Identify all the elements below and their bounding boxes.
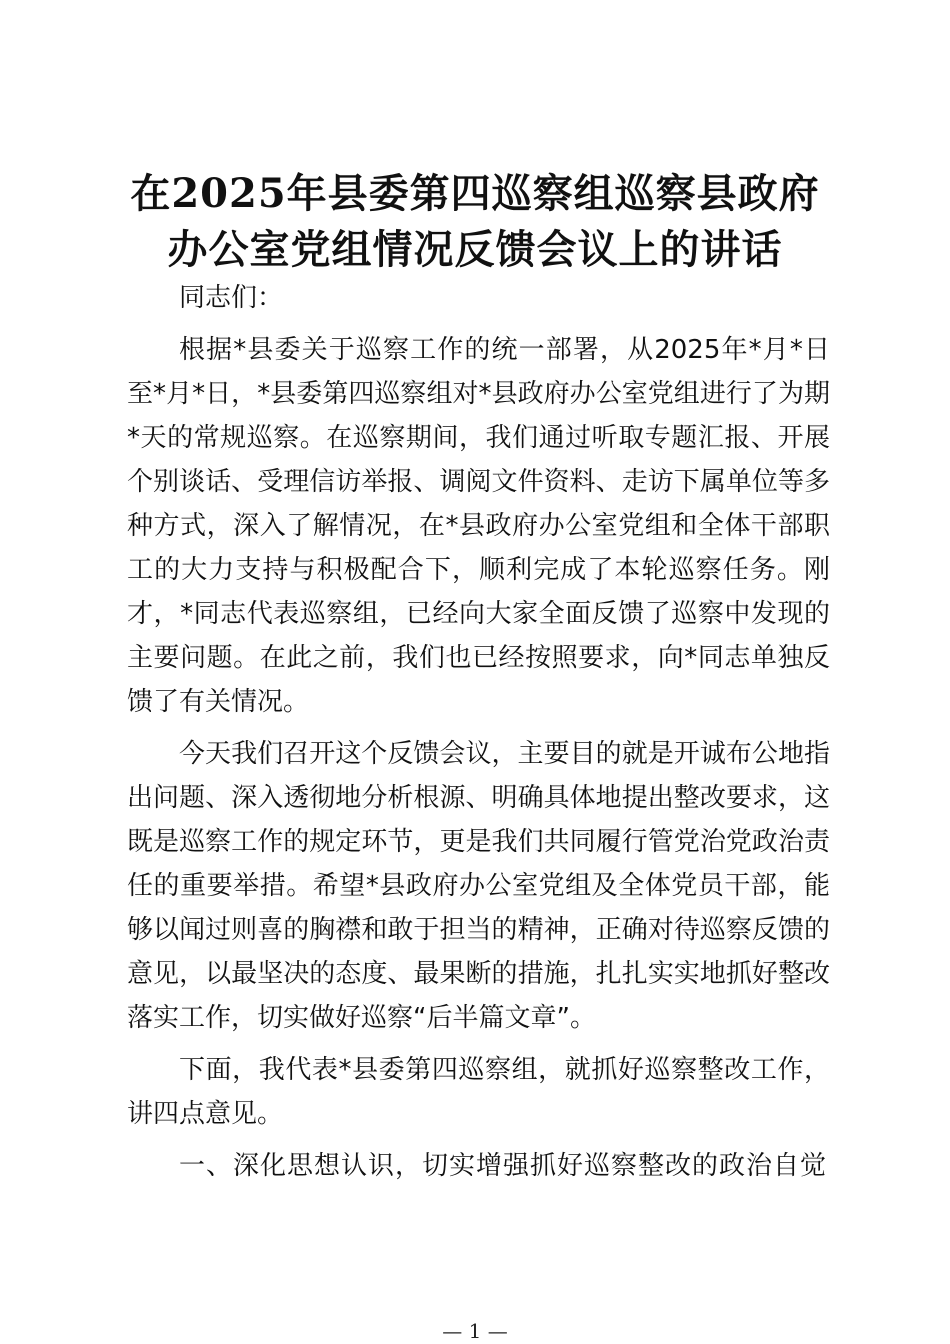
paragraph-2: 今天我们召开这个反馈会议，主要目的就是开诚布公地指出问题、深入透彻地分析根源、明确具体地提出整改要求，这既是巡察工作的规定环节，更是我们共同履行管党治党政治责任的重要举措。希望*县政府办公室党组及全体党员干部，能够以闻过则喜的胸襟和敢于担当的精神，正确对待巡察反馈的意见，以最坚决的态度、最果断的措施，扎扎实实地抓好整改落实工作，切实做好巡察“后半篇文章”。 — [127, 739, 830, 1033]
title-line-1: 在2025年县委第四巡察组巡察县政府 — [130, 170, 820, 217]
paragraph-3: 下面，我代表*县委第四巡察组，就抓好巡察整改工作，讲四点意见。 — [127, 1055, 830, 1129]
document-title — [100, 166, 850, 278]
greeting: 同志们： — [179, 283, 284, 313]
document-body — [127, 276, 830, 1196]
section-heading-1: 一、深化思想认识，切实增强抓好巡察整改的政治自觉 — [179, 1151, 828, 1181]
title-line-2: 办公室党组情况反馈会议上的讲话 — [167, 226, 783, 273]
paragraph-1: 根据*县委关于巡察工作的统一部署，从2025年*月*日至*月*日，*县委第四巡察组对*县政府办公室党组进行了为期*天的常规巡察。在巡察期间，我们通过听取专题汇报、开展个别谈话、受理信访举报、调阅文件资料、走访下属单位等多种方式，深入了解情况，在*县政府办公室党组和全体干部职工的大力支持与积极配合下，顺利完成了本轮巡察任务。刚才，*同志代表巡察组，已经向大家全面反馈了巡察中发现的主要问题。在此之前，我们也已经按照要求，向*同志单独反馈了有关情况。 — [127, 335, 830, 717]
page-number: — 1 — — [442, 1319, 508, 1343]
